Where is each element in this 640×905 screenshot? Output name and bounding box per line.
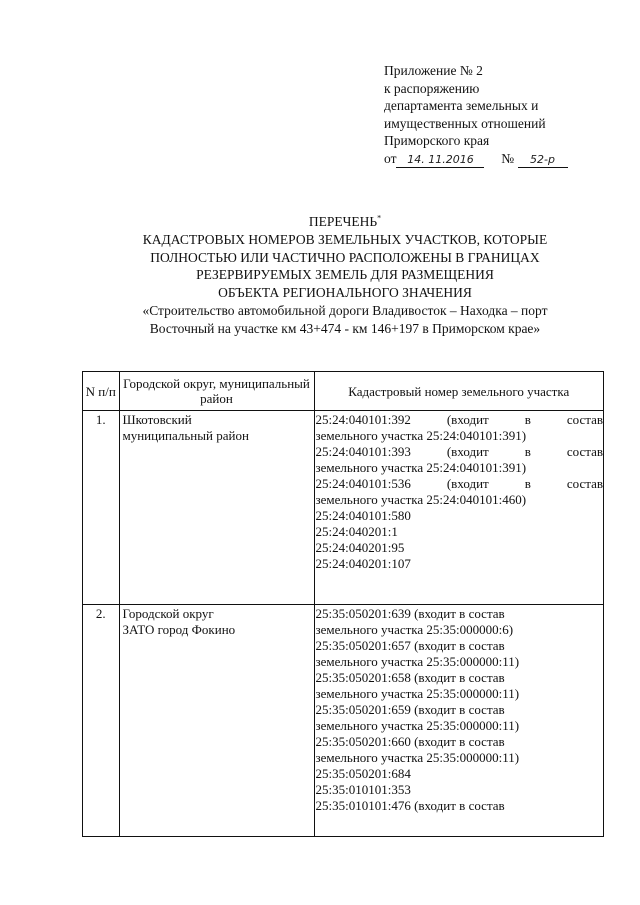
cadastral-line: 25:35:050201:684 bbox=[315, 766, 411, 781]
district-cell bbox=[119, 411, 314, 605]
cadastral-line: земельного участка 25:24:040101:391) bbox=[315, 460, 527, 475]
table-header-row bbox=[83, 372, 604, 411]
cadastral-line: 25:35:010101:476 (входит в состав bbox=[315, 798, 505, 813]
handwritten-number: 52-р bbox=[518, 153, 568, 168]
cadastral-line: земельного участка 25:35:000000:11) bbox=[315, 686, 520, 701]
column-header-number: N п/п bbox=[83, 372, 120, 411]
title-subtitle-line: «Строительство автомобильной дороги Владивосток – Находка – порт bbox=[142, 302, 548, 318]
row-number-cell: 1. bbox=[83, 411, 120, 605]
cadastral-line: 25:24:040201:1 bbox=[315, 524, 398, 539]
cadastral-line: земельного участка 25:35:000000:11) bbox=[315, 654, 520, 669]
cadastral-line: земельного участка 25:35:000000:6) bbox=[315, 622, 514, 637]
title-word: ПЕРЕЧЕНЬ bbox=[308, 214, 378, 229]
table-row bbox=[83, 605, 604, 837]
cadastral-line: 25:35:050201:659 (входит в состав bbox=[315, 702, 505, 717]
cadastral-line: 25:35:050201:657 (входит в состав bbox=[315, 638, 505, 653]
cadastral-table bbox=[82, 371, 604, 837]
document-title bbox=[60, 213, 630, 338]
header-line: имущественных отношений bbox=[384, 115, 546, 131]
cadastral-cell bbox=[314, 605, 604, 837]
cadastral-list bbox=[316, 606, 604, 814]
title-line: КАДАСТРОВЫХ НОМЕРОВ ЗЕМЕЛЬНЫХ УЧАСТКОВ, КОТОРЫЕ bbox=[142, 231, 548, 247]
title-line: ПОЛНОСТЬЮ ИЛИ ЧАСТИЧНО РАСПОЛОЖЕНЫ В ГРАНИЦАХ bbox=[150, 249, 540, 265]
table-row bbox=[83, 411, 604, 605]
header-line: Приморского края bbox=[384, 133, 490, 149]
title-asterisk: * bbox=[377, 213, 382, 223]
cadastral-line: 25:24:040101:536 (входит в состав bbox=[315, 476, 603, 491]
cadastral-line: земельного участка 25:35:000000:11) bbox=[315, 718, 520, 733]
date-number-line bbox=[384, 150, 624, 168]
handwritten-date: 14. 11.2016 bbox=[396, 153, 484, 168]
title-word-line bbox=[60, 213, 630, 231]
column-header-district: Городской округ, муниципальный район bbox=[119, 372, 314, 411]
cadastral-line: 25:35:050201:658 (входит в состав bbox=[315, 670, 505, 685]
cadastral-line: земельного участка 25:24:040101:391) bbox=[315, 428, 527, 443]
district-line: Шкотовский bbox=[122, 412, 192, 427]
header-line: к распоряжению bbox=[384, 80, 480, 96]
cadastral-line: 25:35:050201:639 (входит в состав bbox=[315, 606, 505, 621]
date-prefix: от bbox=[384, 150, 397, 166]
number-prefix: № bbox=[501, 150, 515, 166]
cadastral-line: 25:24:040201:95 bbox=[315, 540, 405, 555]
district-line: муниципальный район bbox=[122, 428, 249, 443]
header-line: Приложение № 2 bbox=[384, 63, 483, 78]
cadastral-line: 25:35:010101:353 bbox=[315, 782, 411, 797]
cadastral-line: 25:24:040101:393 (входит в состав bbox=[315, 444, 603, 459]
title-line: РЕЗЕРВИРУЕМЫХ ЗЕМЕЛЬ ДЛЯ РАЗМЕЩЕНИЯ bbox=[196, 267, 494, 283]
title-subtitle-line: Восточный на участке км 43+474 - км 146+197 в Приморском крае» bbox=[149, 320, 541, 336]
cadastral-line: 25:35:050201:660 (входит в состав bbox=[315, 734, 505, 749]
document-header bbox=[384, 62, 624, 168]
cadastral-line: 25:24:040101:580 bbox=[315, 508, 411, 523]
cadastral-line: земельного участка 25:35:000000:11) bbox=[315, 750, 520, 765]
cadastral-line: 25:24:040101:392 (входит в состав bbox=[315, 412, 603, 427]
cadastral-line: земельного участка 25:24:040101:460) bbox=[315, 492, 527, 507]
district-line: Городской округ bbox=[122, 606, 214, 621]
cadastral-line: 25:24:040201:107 bbox=[315, 556, 411, 571]
column-header-cadastral: Кадастровый номер земельного участка bbox=[314, 372, 604, 411]
cadastral-cell bbox=[314, 411, 604, 605]
header-line: департамента земельных и bbox=[384, 98, 539, 114]
title-line: ОБЪЕКТА РЕГИОНАЛЬНОГО ЗНАЧЕНИЯ bbox=[218, 285, 472, 301]
district-cell bbox=[119, 605, 314, 837]
district-line: ЗАТО город Фокино bbox=[122, 622, 236, 637]
row-number-cell: 2. bbox=[83, 605, 120, 837]
cadastral-list bbox=[316, 412, 604, 572]
